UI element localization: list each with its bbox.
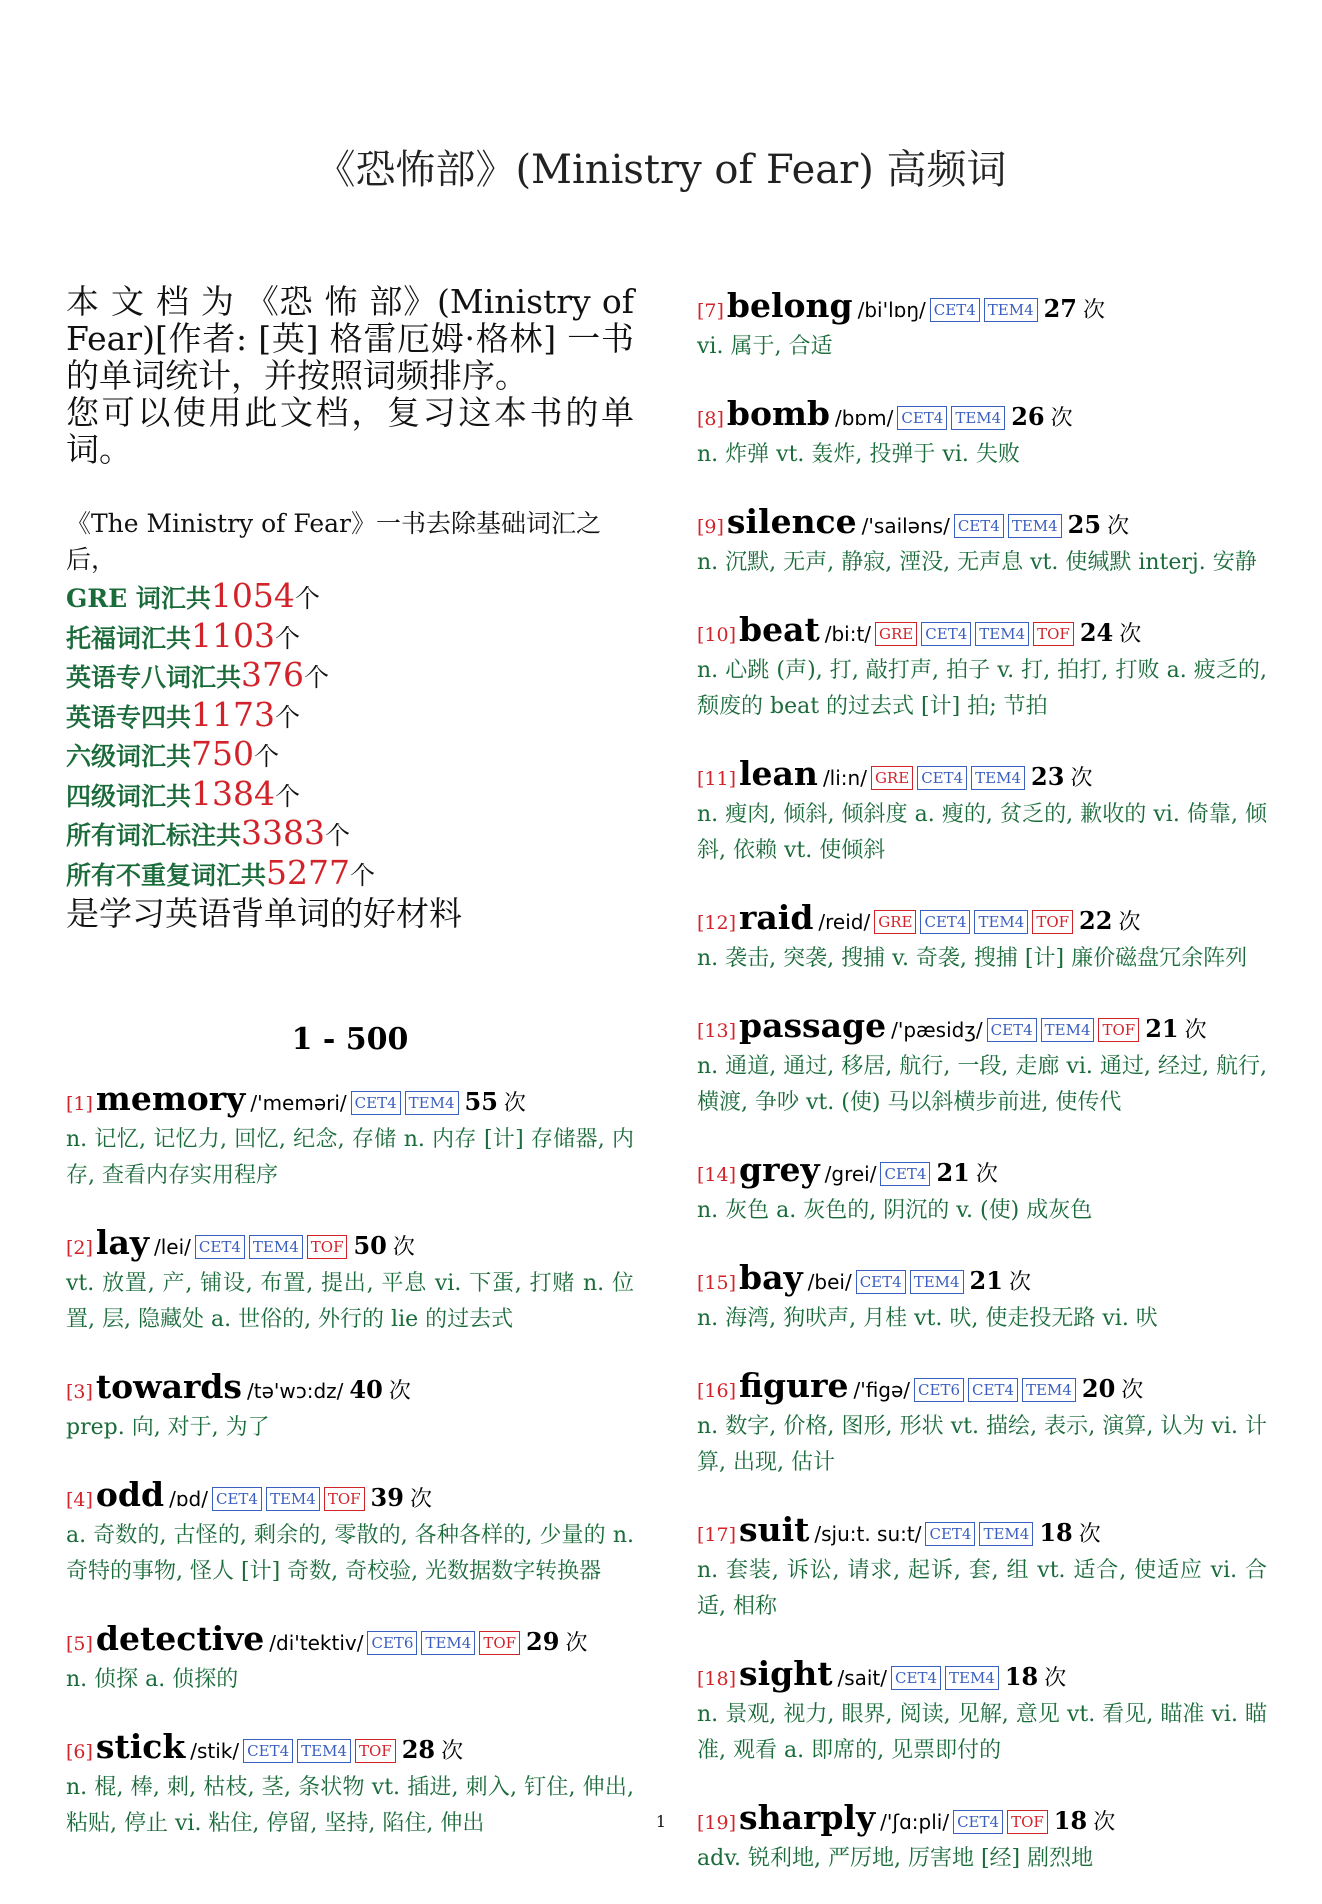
entry-index: [11] — [697, 768, 737, 790]
entry-count: 29 — [526, 1627, 560, 1656]
entry-count: 21 — [1145, 1014, 1179, 1043]
entry-phonetic: /reid/ — [818, 910, 871, 934]
stat-row — [66, 615, 634, 658]
exam-tag-cet4: CET4 — [920, 910, 970, 934]
stat-row — [66, 852, 634, 895]
entry-word: bomb — [726, 394, 830, 433]
entry-phonetic: /lei/ — [154, 1235, 191, 1259]
intro-paragraph — [66, 283, 634, 468]
entry-definition: n. 侦探 a. 侦探的 — [66, 1667, 239, 1692]
exam-tag-tem4: TEM4 — [951, 406, 1005, 430]
entry-head — [66, 1473, 634, 1517]
entry-word: lean — [739, 754, 818, 793]
intro-line: 本 文 档 为 《恐 怖 部》(Ministry of — [66, 282, 634, 321]
entry-definition: n. 袭击, 突袭, 搜捕 v. 奇袭, 搜捕 [计] 廉价磁盘冗余阵列 — [697, 946, 1248, 971]
exam-tag-tof: TOF — [307, 1235, 348, 1259]
vocab-entry — [66, 1077, 634, 1194]
entry-head — [697, 752, 1267, 796]
exam-tag-cet4: CET4 — [856, 1270, 906, 1294]
stat-unit: 个 — [294, 584, 320, 613]
exam-tag-tem4: TEM4 — [1041, 1018, 1095, 1042]
vocab-entry — [697, 1508, 1267, 1625]
vocab-entry — [697, 1364, 1267, 1481]
vocab-entry — [66, 1473, 634, 1590]
stat-count: 750 — [191, 734, 255, 773]
entry-word: raid — [739, 898, 814, 937]
entry-word: detective — [95, 1619, 265, 1658]
entry-count: 18 — [1053, 1806, 1088, 1835]
entry-index: [4] — [66, 1489, 93, 1511]
exam-tag-cet4: CET4 — [212, 1487, 262, 1511]
intro-line: 的单词统计，并按照词频排序。 — [66, 356, 528, 395]
stat-count: 376 — [241, 655, 305, 694]
entry-definition: prep. 向, 对于, 为了 — [66, 1415, 270, 1440]
entry-count-unit: 次 — [1078, 1522, 1101, 1547]
vocab-entry — [697, 896, 1267, 977]
entry-count-unit: 次 — [1093, 1810, 1116, 1835]
entry-head — [66, 1365, 634, 1409]
stat-label: 六级词汇共 — [66, 742, 192, 771]
stat-count: 1173 — [191, 694, 275, 734]
entry-head — [697, 392, 1267, 436]
entry-word: lay — [95, 1223, 150, 1262]
entry-head — [697, 1508, 1267, 1552]
entry-word: passage — [739, 1006, 887, 1045]
entry-index: [14] — [697, 1164, 737, 1186]
entry-head — [66, 1617, 634, 1661]
vocab-entry — [697, 1256, 1267, 1337]
entry-word: beat — [739, 610, 820, 649]
stat-row — [66, 736, 634, 776]
entry-head — [66, 1221, 634, 1265]
entry-phonetic: /bɒm/ — [835, 406, 894, 430]
entry-index: [5] — [66, 1633, 93, 1655]
exam-tag-cet4: CET4 — [917, 766, 967, 790]
entry-head — [697, 1364, 1267, 1408]
entry-head — [697, 1256, 1267, 1300]
entry-index: [15] — [697, 1272, 737, 1294]
page-number: 1 — [655, 1812, 667, 1831]
exam-tag-tem4: TEM4 — [945, 1666, 999, 1690]
entry-head — [697, 1004, 1267, 1048]
entry-definition: n. 记忆, 记忆力, 回忆, 纪念, 存储 n. 内存 [计] 存储器, 内存, 查看内存实用程序 — [66, 1127, 634, 1188]
exam-tag-tem4: TEM4 — [1008, 514, 1062, 538]
entry-count: 28 — [401, 1735, 436, 1764]
exam-tag-tof: TOF — [355, 1739, 396, 1763]
entry-count-unit: 次 — [1184, 1018, 1207, 1043]
entry-count-unit: 次 — [409, 1487, 432, 1512]
entry-phonetic: /bei/ — [807, 1270, 852, 1294]
entry-definition: vt. 放置, 产, 铺设, 布置, 提出, 平息 vi. 下蛋, 打赌 n. 位置, 层, 隐藏处 a. 世俗的, 外行的 lie 的过去式 — [66, 1271, 634, 1332]
entry-count: 55 — [464, 1087, 498, 1116]
vocab-entry — [697, 752, 1267, 869]
entry-word: towards — [95, 1367, 243, 1406]
entry-index: [9] — [697, 516, 724, 538]
exam-tag-cet4: CET4 — [891, 1666, 941, 1690]
stat-count: 3383 — [241, 813, 325, 852]
exam-tag-cet4: CET4 — [987, 1018, 1037, 1042]
entry-index: [1] — [66, 1093, 93, 1115]
entry-count: 22 — [1079, 906, 1113, 935]
stat-label: GRE 词汇共 — [66, 584, 211, 613]
stat-unit: 个 — [325, 821, 351, 850]
intro-line: Fear)[作者: [英] 格雷厄姆·格林] 一书 — [66, 319, 634, 358]
entry-word: memory — [95, 1079, 246, 1118]
vocab-entry — [697, 1652, 1267, 1769]
entry-word: belong — [726, 286, 853, 325]
stat-label: 所有词汇标注共 — [66, 821, 242, 850]
exam-tag-gre: GRE — [875, 622, 917, 646]
entry-count-unit: 次 — [1008, 1270, 1031, 1295]
stat-row — [66, 657, 634, 697]
entry-head — [697, 1148, 1267, 1192]
exam-tag-tem4: TEM4 — [910, 1270, 964, 1294]
entry-count: 39 — [370, 1483, 404, 1512]
entry-word: sight — [739, 1654, 833, 1693]
left-column — [66, 283, 634, 1869]
vocab-entry — [697, 500, 1267, 581]
stat-label: 四级词汇共 — [66, 781, 192, 811]
entry-count-unit: 次 — [1107, 514, 1130, 539]
stats-conclusion: 是学习英语背单词的好材料 — [66, 894, 462, 933]
entry-count-unit: 次 — [1121, 1378, 1144, 1403]
exam-tag-cet4: CET4 — [930, 298, 980, 322]
entry-count-unit: 次 — [503, 1091, 526, 1116]
entry-phonetic: /stik/ — [190, 1739, 240, 1763]
entry-word: figure — [739, 1366, 849, 1405]
exam-tag-tem4: TEM4 — [974, 910, 1028, 934]
entry-definition: n. 心跳 (声), 打, 敲打声, 拍子 v. 打, 拍打, 打败 a. 疲乏的, 颓废的 beat 的过去式 [计] 拍; 节拍 — [697, 658, 1267, 719]
entry-phonetic: /tə'wɔ:dz/ — [247, 1379, 344, 1403]
exam-tag-tof: TOF — [1098, 1018, 1139, 1042]
entry-index: [19] — [697, 1812, 737, 1834]
entry-count-unit: 次 — [1083, 298, 1106, 323]
entry-count: 24 — [1079, 618, 1114, 647]
exam-tag-tem4: TEM4 — [975, 622, 1029, 646]
entry-phonetic: /bi:t/ — [824, 622, 872, 646]
exam-tag-tem4: TEM4 — [979, 1522, 1033, 1546]
entry-index: [12] — [697, 912, 737, 934]
entry-count: 18 — [1004, 1662, 1039, 1691]
exam-tag-tem4: TEM4 — [297, 1739, 351, 1763]
entry-phonetic: /'ʃɑ:pli/ — [880, 1810, 950, 1834]
exam-tag-tof: TOF — [479, 1631, 520, 1655]
entry-count: 20 — [1081, 1374, 1116, 1403]
exam-tag-tem4: TEM4 — [266, 1487, 320, 1511]
entry-index: [6] — [66, 1741, 93, 1763]
exam-tag-tem4: TEM4 — [421, 1631, 475, 1655]
entry-count: 50 — [353, 1231, 387, 1260]
entry-index: [16] — [697, 1380, 737, 1402]
entry-count: 18 — [1039, 1518, 1073, 1547]
entry-index: [3] — [66, 1381, 93, 1403]
exam-tag-tem4: TEM4 — [1022, 1378, 1076, 1402]
exam-tag-cet4: CET4 — [897, 406, 947, 430]
intro-line: 您可以使用此文档，复习这本书的单 — [66, 393, 634, 432]
vocab-entry — [66, 1617, 634, 1698]
stat-count: 1054 — [210, 576, 295, 615]
entry-word: suit — [739, 1510, 810, 1549]
entry-count-unit: 次 — [1044, 1666, 1067, 1691]
stats-block — [66, 506, 634, 934]
vocab-entry — [697, 392, 1267, 473]
stat-unit: 个 — [275, 623, 301, 653]
entry-phonetic: /li:n/ — [822, 766, 867, 790]
entry-word: silence — [726, 502, 857, 541]
entry-word: grey — [739, 1150, 820, 1189]
entry-index: [7] — [697, 300, 724, 322]
entry-phonetic: /'pæsidʒ/ — [891, 1018, 983, 1042]
stat-label: 所有不重复词汇共 — [66, 860, 267, 890]
entry-phonetic: /di'tektiv/ — [269, 1631, 364, 1655]
entry-head — [697, 1652, 1267, 1696]
entry-definition: n. 灰色 a. 灰色的, 阴沉的 v. (使) 成灰色 — [697, 1198, 1093, 1223]
stat-row — [66, 815, 634, 855]
stat-unit: 个 — [275, 702, 301, 732]
entry-word: sharply — [739, 1798, 876, 1837]
exam-tag-cet4: CET4 — [351, 1091, 401, 1115]
page-title: 《恐怖部》(Ministry of Fear) 高频词 — [315, 147, 1007, 193]
entry-definition: n. 通道, 通过, 移居, 航行, 一段, 走廊 vi. 通过, 经过, 航行, 横渡, 争吵 vt. (使) 马以斜横步前进, 使传代 — [697, 1054, 1267, 1115]
entry-phonetic: /sju:t. su:t/ — [814, 1522, 922, 1546]
exam-tag-cet4: CET4 — [925, 1522, 975, 1546]
entry-definition: n. 沉默, 无声, 静寂, 湮没, 无声息 vt. 使缄默 interj. 安静 — [697, 550, 1257, 575]
exam-tag-tem4: TEM4 — [984, 298, 1038, 322]
stat-row — [66, 578, 634, 618]
range-heading: 1 - 500 — [291, 1022, 409, 1057]
entry-head — [697, 608, 1267, 652]
entry-count: 27 — [1043, 294, 1078, 323]
stat-label: 英语专八词汇共 — [66, 663, 242, 692]
entry-phonetic: /'figə/ — [853, 1378, 911, 1402]
vocab-entry — [697, 1148, 1267, 1229]
entry-word: bay — [739, 1258, 803, 1297]
entry-count-unit: 次 — [1070, 766, 1093, 791]
entry-definition: vi. 属于, 合适 — [697, 334, 833, 359]
exam-tag-cet4: CET4 — [954, 514, 1004, 538]
entry-definition: n. 景观, 视力, 眼界, 阅读, 见解, 意见 vt. 看见, 瞄准 vi. 瞄准, 观看 a. 即席的, 见票即付的 — [697, 1702, 1267, 1763]
entry-word: stick — [95, 1727, 186, 1766]
entry-count: 21 — [969, 1266, 1003, 1295]
entry-head — [697, 284, 1267, 328]
intro-line: 词。 — [66, 430, 132, 469]
entry-phonetic: /ɒd/ — [169, 1487, 208, 1511]
exam-tag-tof: TOF — [1007, 1810, 1048, 1834]
entry-head — [697, 896, 1267, 940]
entry-count: 26 — [1011, 402, 1045, 431]
exam-tag-cet6: CET6 — [914, 1378, 964, 1402]
stat-row — [66, 773, 634, 816]
exam-tag-cet4: CET4 — [921, 622, 971, 646]
vocab-entry — [66, 1221, 634, 1338]
entry-count-unit: 次 — [441, 1739, 464, 1764]
entry-head — [697, 500, 1267, 544]
right-column — [697, 284, 1267, 1904]
entry-head — [66, 1077, 634, 1121]
vocab-entry — [697, 1004, 1267, 1121]
vocab-entry — [697, 284, 1267, 365]
entry-count-unit: 次 — [565, 1631, 588, 1656]
entry-phonetic: /sait/ — [837, 1666, 888, 1690]
entry-index: [10] — [697, 624, 737, 646]
exam-tag-tem4: TEM4 — [405, 1091, 459, 1115]
stat-count: 1103 — [191, 615, 275, 655]
exam-tag-tem4: TEM4 — [249, 1235, 303, 1259]
exam-tag-tem4: TEM4 — [971, 766, 1025, 790]
entry-count-unit: 次 — [388, 1379, 411, 1404]
stat-unit: 个 — [275, 781, 301, 811]
entry-definition: a. 奇数的, 古怪的, 剩余的, 零散的, 各种各样的, 少量的 n. 奇特的事物, 怪人 [计] 奇数, 奇校验, 光数据数字转换器 — [66, 1523, 634, 1584]
vocab-entry — [697, 608, 1267, 725]
exam-tag-tof: TOF — [1033, 622, 1074, 646]
entry-definition: adv. 锐利地, 严厉地, 厉害地 [经] 剧烈地 — [697, 1846, 1094, 1871]
entry-definition: n. 数字, 价格, 图形, 形状 vt. 描绘, 表示, 演算, 认为 vi. 计算, 出现, 估计 — [697, 1414, 1267, 1475]
stats-intro: 《The Ministry of Fear》一书去除基础词汇之后， — [66, 509, 601, 574]
entry-index: [2] — [66, 1237, 93, 1259]
entry-phonetic: /'meməri/ — [250, 1091, 347, 1115]
stat-row — [66, 694, 634, 737]
vocab-entry — [66, 1365, 634, 1446]
entry-count: 40 — [349, 1375, 383, 1404]
exam-tag-cet4: CET4 — [968, 1378, 1018, 1402]
entry-definition: n. 棍, 棒, 刺, 枯枝, 茎, 条状物 vt. 插进, 刺入, 钉住, 伸出, 粘贴, 停止 vi. 粘住, 停留, 坚持, 陷住, 伸出 — [66, 1775, 634, 1836]
entry-index: [18] — [697, 1668, 737, 1690]
entry-head — [66, 1725, 634, 1769]
exam-tag-cet6: CET6 — [367, 1631, 417, 1655]
entry-count-unit: 次 — [1050, 406, 1073, 431]
entry-definition: n. 套装, 诉讼, 请求, 起诉, 套, 组 vt. 适合, 使适应 vi. 合适, 相称 — [697, 1558, 1267, 1619]
stat-unit: 个 — [304, 663, 330, 692]
exam-tag-cet4: CET4 — [195, 1235, 245, 1259]
stat-count: 1384 — [191, 773, 275, 813]
stat-unit: 个 — [350, 860, 376, 890]
exam-tag-tof: TOF — [1032, 910, 1073, 934]
stat-label: 英语专四共 — [66, 702, 192, 732]
stat-count: 5277 — [266, 852, 350, 892]
entry-phonetic: /bi'lɒŋ/ — [857, 298, 926, 322]
stat-unit: 个 — [254, 742, 280, 771]
entry-count: 21 — [936, 1158, 970, 1187]
entry-count-unit: 次 — [1119, 622, 1142, 647]
entry-index: [13] — [697, 1020, 737, 1042]
entry-count: 25 — [1067, 510, 1102, 539]
entry-definition: n. 炸弹 vt. 轰炸, 投弹于 vi. 失败 — [697, 442, 1020, 467]
entry-phonetic: /'sailəns/ — [861, 514, 950, 538]
vocab-entry — [697, 1796, 1267, 1877]
entry-count-unit: 次 — [975, 1162, 998, 1187]
exam-tag-cet4: CET4 — [243, 1739, 293, 1763]
entry-index: [17] — [697, 1524, 737, 1546]
exam-tag-gre: GRE — [871, 766, 913, 790]
entry-word: odd — [95, 1475, 165, 1514]
exam-tag-cet4: CET4 — [953, 1810, 1003, 1834]
stat-label: 托福词汇共 — [66, 623, 192, 653]
entry-definition: n. 海湾, 狗吠声, 月桂 vt. 吠, 使走投无路 vi. 吠 — [697, 1306, 1158, 1331]
entry-definition: n. 瘦肉, 倾斜, 倾斜度 a. 瘦的, 贫乏的, 歉收的 vi. 倚靠, 倾斜, 依赖 vt. 使倾斜 — [697, 802, 1267, 863]
exam-tag-tof: TOF — [324, 1487, 365, 1511]
entry-count-unit: 次 — [1118, 910, 1141, 935]
entry-index: [8] — [697, 408, 724, 430]
exam-tag-gre: GRE — [874, 910, 916, 934]
entry-count-unit: 次 — [392, 1235, 415, 1260]
entry-phonetic: /grei/ — [824, 1162, 877, 1186]
entry-count: 23 — [1031, 762, 1065, 791]
exam-tag-cet4: CET4 — [880, 1162, 930, 1186]
